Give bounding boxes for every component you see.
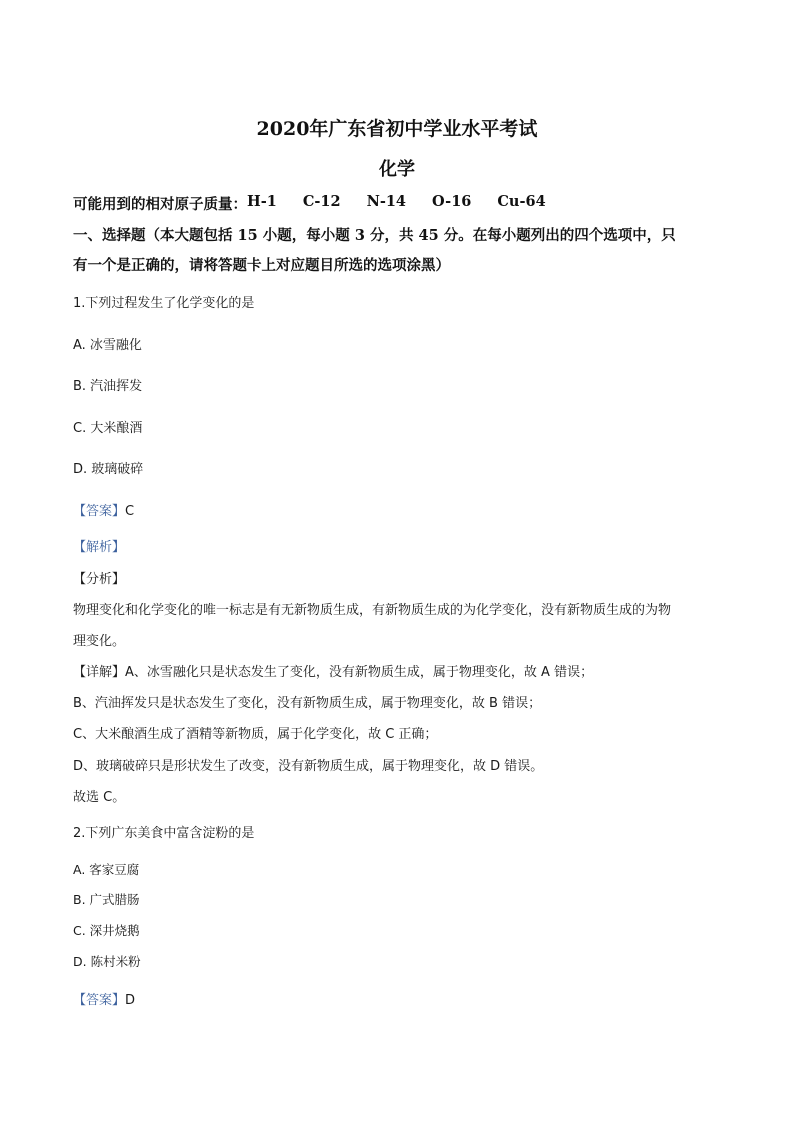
conclusion-line: 故选 C。 bbox=[73, 790, 126, 805]
atomic-mass-item: Cu-64 bbox=[497, 193, 546, 210]
question-1-option-d: D. 玻璃破碎 bbox=[73, 462, 144, 477]
answer-value: D bbox=[125, 993, 136, 1008]
subject-title: 化学 bbox=[379, 159, 415, 180]
question-2-option-d: D. 陈村米粉 bbox=[73, 954, 141, 969]
question-1-option-b: B. 汽油挥发 bbox=[73, 379, 143, 394]
atomic-mass-item: H-1 bbox=[247, 193, 277, 210]
section-heading-line2: 有一个是正确的，请将答题卡上对应题目所选的选项涂黑） bbox=[73, 257, 450, 274]
answer-tag: 【答案】 bbox=[73, 504, 126, 519]
question-1-option-c: C. 大米酿酒 bbox=[73, 421, 143, 436]
answer-tag: 【答案】 bbox=[73, 993, 126, 1008]
atomic-mass-item: O-16 bbox=[432, 193, 472, 210]
detail-line-a bbox=[73, 661, 593, 680]
atomic-masses-line bbox=[73, 193, 546, 214]
question-1-stem: 1.下列过程发生了化学变化的是 bbox=[73, 296, 255, 311]
fenxi-text-line1: 物理变化和化学变化的唯一标志是有无新物质生成，有新物质生成的为化学变化，没有新物质生成的为物 bbox=[73, 603, 672, 618]
detail-line-b: B、汽油挥发只是状态发生了变化，没有新物质生成，属于物理变化，故 B 错误； bbox=[73, 696, 542, 711]
question-1-option-a: A. 冰雪融化 bbox=[73, 338, 142, 353]
detail-line-d: D、玻璃破碎只是形状发生了改变，没有新物质生成，属于物理变化，故 D 错误。 bbox=[73, 759, 544, 774]
detail-tag: 【详解】 bbox=[73, 665, 126, 680]
fenxi-tag: 【分析】 bbox=[73, 572, 126, 587]
question-2-option-c: C. 深井烧鹅 bbox=[73, 923, 140, 938]
fenxi-text-line2: 理变化。 bbox=[73, 634, 126, 649]
atomic-mass-item: N-14 bbox=[366, 193, 407, 210]
analysis-tag: 【解析】 bbox=[73, 540, 126, 555]
atomic-mass-item: C-12 bbox=[302, 193, 341, 210]
question-2-option-b: B. 广式腊肠 bbox=[73, 892, 140, 907]
detail-a-text: A、冰雪融化只是状态发生了变化，没有新物质生成，属于物理变化，故 A 错误； bbox=[125, 665, 594, 680]
question-2-stem: 2.下列广东美食中富含淀粉的是 bbox=[73, 826, 255, 841]
answer-value: C bbox=[125, 504, 135, 519]
question-2-answer bbox=[73, 989, 135, 1008]
exam-title: 2020年广东省初中学业水平考试 bbox=[256, 118, 538, 140]
question-1-answer bbox=[73, 500, 134, 519]
section-heading-line1: 一、选择题（本大题包括 15 小题，每小题 3 分，共 45 分。在每小题列出的四个选项中，只 bbox=[73, 227, 676, 244]
question-2-option-a: A. 客家豆腐 bbox=[73, 862, 140, 877]
atomic-masses-label: 可能用到的相对原子质量： bbox=[73, 196, 247, 213]
detail-line-c: C、大米酿酒生成了酒精等新物质，属于化学变化，故 C 正确； bbox=[73, 727, 438, 742]
